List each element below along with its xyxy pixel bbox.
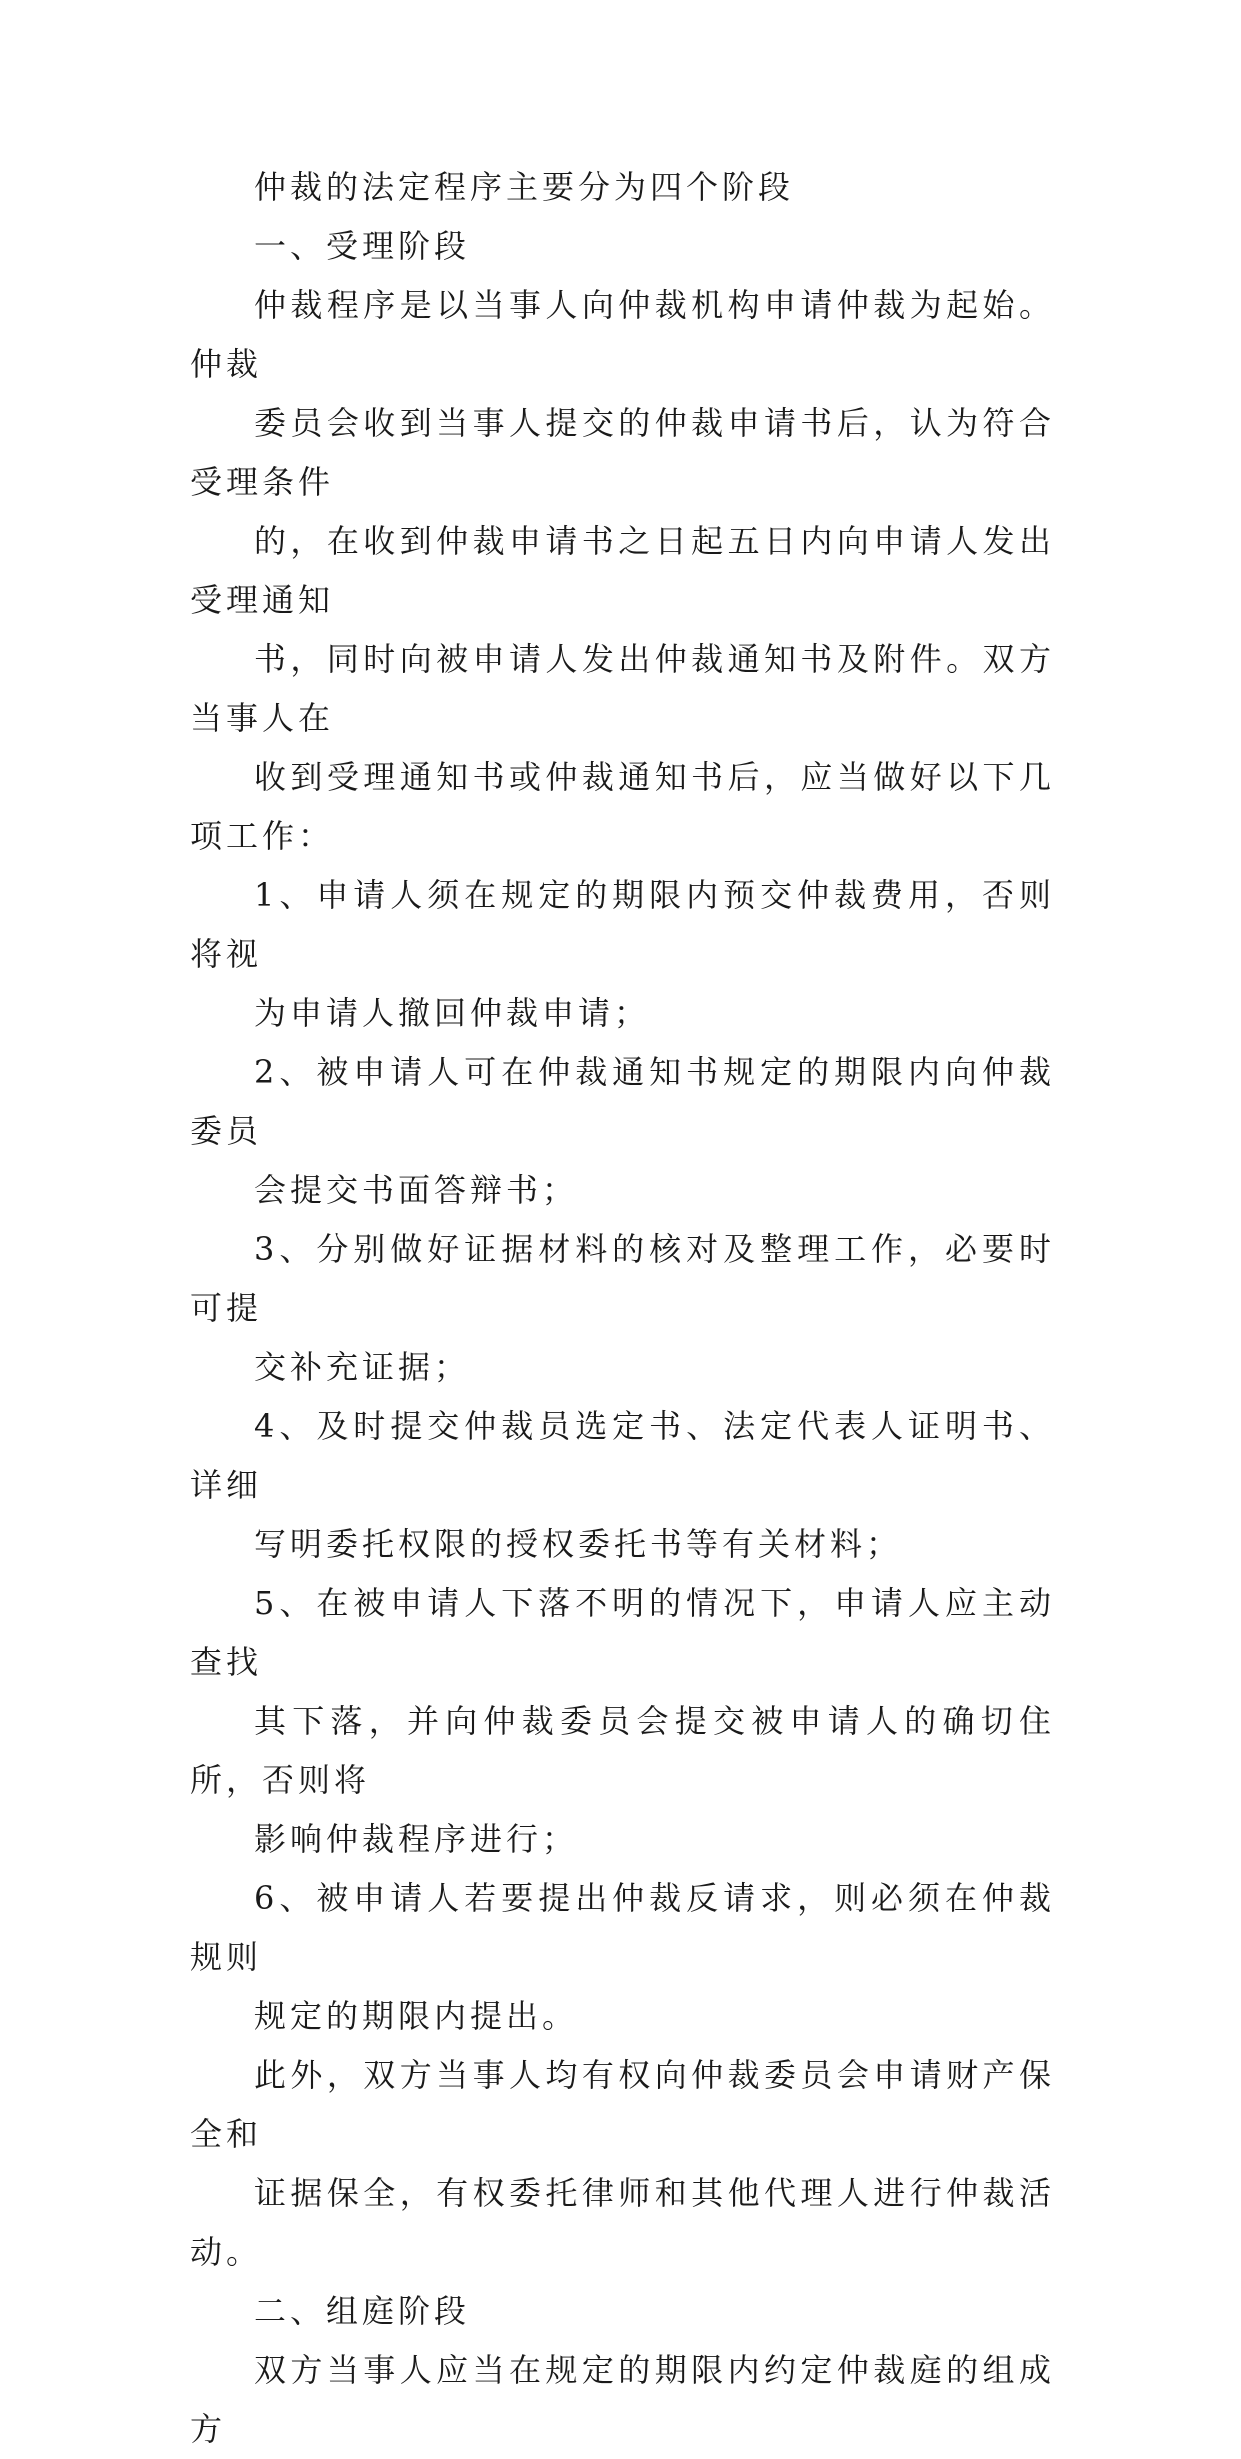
additional-rights-paragraph [190, 2046, 1055, 2282]
text-line: 仲裁程序是以当事人向仲裁机构申请仲裁为起始。仲裁 [190, 286, 1055, 383]
text-line: 一、受理阶段 [254, 227, 471, 265]
text-line: 影响仲裁程序进行； [254, 1820, 579, 1858]
text-line: 5、在被申请人下落不明的情况下，申请人应主动查找 [190, 1584, 1055, 1681]
text-line: 其下落，并向仲裁委员会提交被申请人的确切住所，否则将 [190, 1702, 1055, 1799]
text-line: 3、分别做好证据材料的核对及整理工作，必要时可提 [190, 1230, 1055, 1327]
document-body [190, 158, 1055, 2459]
text-line: 写明委托权限的授权委托书等有关材料； [254, 1525, 903, 1563]
acceptance-paragraph [190, 276, 1055, 866]
text-line: 为申请人撤回仲裁申请； [254, 994, 651, 1032]
section-heading-tribunal [190, 2282, 1055, 2341]
intro-paragraph [190, 158, 1055, 217]
text-line: 此外，双方当事人均有权向仲裁委员会申请财产保全和 [190, 2056, 1055, 2153]
text-line: 书，同时向被申请人发出仲裁通知书及附件。双方当事人在 [190, 640, 1055, 737]
text-line: 证据保全，有权委托律师和其他代理人进行仲裁活动。 [190, 2174, 1055, 2271]
text-line: 二、组庭阶段 [254, 2292, 471, 2330]
tribunal-paragraph [190, 2341, 1055, 2459]
text-line: 交补充证据； [254, 1348, 471, 1386]
text-line: 仲裁的法定程序主要分为四个阶段 [254, 168, 795, 206]
list-item-3 [190, 1220, 1055, 1397]
text-line: 1、申请人须在规定的期限内预交仲裁费用，否则将视 [190, 876, 1055, 973]
text-line: 的，在收到仲裁申请书之日起五日内向申请人发出受理通知 [190, 522, 1055, 619]
list-item-1 [190, 866, 1055, 1043]
list-item-4 [190, 1397, 1055, 1574]
list-item-2 [190, 1043, 1055, 1220]
text-line: 规定的期限内提出。 [254, 1997, 579, 2035]
section-heading-acceptance [190, 217, 1055, 276]
text-line: 双方当事人应当在规定的期限内约定仲裁庭的组成方 [190, 2351, 1055, 2448]
list-item-5 [190, 1574, 1055, 1869]
text-line: 收到受理通知书或仲裁通知书后，应当做好以下几项工作： [190, 758, 1055, 855]
text-line: 4、及时提交仲裁员选定书、法定代表人证明书、详细 [190, 1407, 1055, 1504]
text-line: 6、被申请人若要提出仲裁反请求，则必须在仲裁规则 [190, 1879, 1055, 1976]
text-line: 2、被申请人可在仲裁通知书规定的期限内向仲裁委员 [190, 1053, 1055, 1150]
text-line: 会提交书面答辩书； [254, 1171, 579, 1209]
text-line: 委员会收到当事人提交的仲裁申请书后，认为符合受理条件 [190, 404, 1055, 501]
list-item-6 [190, 1869, 1055, 2046]
